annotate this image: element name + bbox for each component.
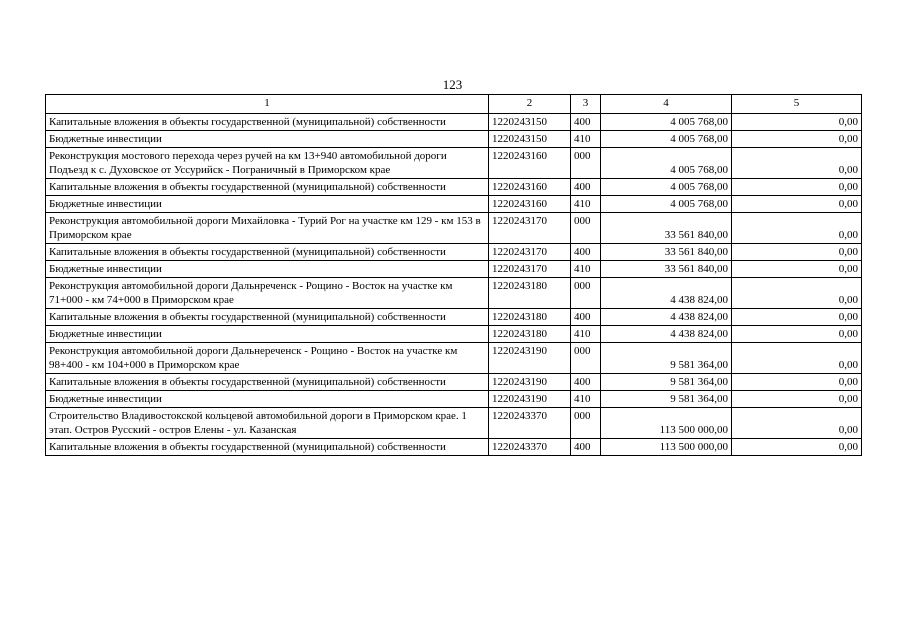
row-sum: 4 005 768,00 [601, 114, 732, 131]
row-kvr: 400 [571, 114, 601, 131]
row-code: 1220243170 [489, 244, 571, 261]
row-sum: 4 438 824,00 [601, 326, 732, 343]
row-code: 1220243150 [489, 131, 571, 148]
row-kvr: 400 [571, 439, 601, 456]
row-code: 1220243190 [489, 391, 571, 408]
row-code: 1220243370 [489, 408, 571, 439]
row-kvr: 400 [571, 374, 601, 391]
table-row [46, 309, 862, 326]
row-name: Капитальные вложения в объекты государственной (муниципальной) собственности [46, 374, 489, 391]
row-sum: 4 005 768,00 [601, 196, 732, 213]
row-sum2: 0,00 [732, 148, 862, 179]
row-kvr: 000 [571, 213, 601, 244]
row-name: Капитальные вложения в объекты государственной (муниципальной) собственности [46, 179, 489, 196]
row-sum2: 0,00 [732, 179, 862, 196]
row-code: 1220243160 [489, 179, 571, 196]
table-row [46, 213, 862, 244]
row-code: 1220243160 [489, 196, 571, 213]
budget-table [45, 94, 862, 456]
table-row [46, 439, 862, 456]
row-code: 1220243180 [489, 326, 571, 343]
row-code: 1220243180 [489, 278, 571, 309]
row-kvr: 410 [571, 391, 601, 408]
row-name: Капитальные вложения в объекты государственной (муниципальной) собственности [46, 244, 489, 261]
table-row [46, 391, 862, 408]
table-row [46, 261, 862, 278]
row-code: 1220243190 [489, 374, 571, 391]
row-sum: 4 438 824,00 [601, 278, 732, 309]
row-kvr: 000 [571, 148, 601, 179]
row-name: Строительство Владивостокской кольцевой автомобильной дороги в Приморском крае. 1 этап. Остров Русский - остров Елены - ул. Казанская [46, 408, 489, 439]
table-row [46, 343, 862, 374]
row-kvr: 400 [571, 244, 601, 261]
row-sum: 113 500 000,00 [601, 439, 732, 456]
row-sum: 113 500 000,00 [601, 408, 732, 439]
header-col-1: 1 [46, 95, 489, 114]
header-col-5: 5 [732, 95, 862, 114]
row-sum2: 0,00 [732, 244, 862, 261]
row-kvr: 410 [571, 131, 601, 148]
row-kvr: 000 [571, 278, 601, 309]
row-sum2: 0,00 [732, 343, 862, 374]
row-name: Реконструкция автомобильной дороги Михайловка - Турий Рог на участке км 129 - км 153 в Приморском крае [46, 213, 489, 244]
row-sum: 4 005 768,00 [601, 148, 732, 179]
row-name: Бюджетные инвестиции [46, 261, 489, 278]
row-kvr: 400 [571, 179, 601, 196]
row-sum: 9 581 364,00 [601, 374, 732, 391]
row-sum2: 0,00 [732, 326, 862, 343]
table-row [46, 374, 862, 391]
row-sum2: 0,00 [732, 278, 862, 309]
table-row [46, 148, 862, 179]
row-code: 1220243170 [489, 213, 571, 244]
row-kvr: 410 [571, 261, 601, 278]
row-sum2: 0,00 [732, 391, 862, 408]
row-code: 1220243190 [489, 343, 571, 374]
row-sum: 4 438 824,00 [601, 309, 732, 326]
table-row [46, 408, 862, 439]
row-name: Бюджетные инвестиции [46, 326, 489, 343]
row-sum2: 0,00 [732, 439, 862, 456]
row-name: Реконструкция автомобильной дороги Дальнреченск - Рощино - Восток на участке км 71+000 - км 74+000 в Приморском крае [46, 278, 489, 309]
table-row [46, 196, 862, 213]
row-sum: 33 561 840,00 [601, 244, 732, 261]
row-code: 1220243170 [489, 261, 571, 278]
row-kvr: 000 [571, 408, 601, 439]
row-code: 1220243180 [489, 309, 571, 326]
row-kvr: 410 [571, 326, 601, 343]
row-sum2: 0,00 [732, 408, 862, 439]
table-row [46, 244, 862, 261]
row-name: Бюджетные инвестиции [46, 391, 489, 408]
row-code: 1220243160 [489, 148, 571, 179]
row-code: 1220243370 [489, 439, 571, 456]
row-sum2: 0,00 [732, 131, 862, 148]
row-sum: 4 005 768,00 [601, 179, 732, 196]
row-sum2: 0,00 [732, 196, 862, 213]
row-name: Капитальные вложения в объекты государственной (муниципальной) собственности [46, 439, 489, 456]
row-sum2: 0,00 [732, 213, 862, 244]
header-col-2: 2 [489, 95, 571, 114]
header-col-4: 4 [601, 95, 732, 114]
table-row [46, 179, 862, 196]
row-sum2: 0,00 [732, 374, 862, 391]
row-name: Реконструкция мостового перехода через ручей на км 13+940 автомобильной дороги Подъезд к с. Духовское от Уссурийск - Пограничный в Приморском крае [46, 148, 489, 179]
row-kvr: 400 [571, 309, 601, 326]
row-name: Реконструкция автомобильной дороги Дальнереченск - Рощино - Восток на участке км 98+400 - км 104+000 в Приморском крае [46, 343, 489, 374]
row-sum: 33 561 840,00 [601, 261, 732, 278]
row-name: Капитальные вложения в объекты государственной (муниципальной) собственности [46, 114, 489, 131]
row-kvr: 000 [571, 343, 601, 374]
row-sum2: 0,00 [732, 114, 862, 131]
row-sum: 33 561 840,00 [601, 213, 732, 244]
row-sum2: 0,00 [732, 261, 862, 278]
table-row [46, 131, 862, 148]
table-row [46, 278, 862, 309]
row-name: Капитальные вложения в объекты государственной (муниципальной) собственности [46, 309, 489, 326]
row-kvr: 410 [571, 196, 601, 213]
page-number: 123 [442, 77, 463, 92]
row-sum: 4 005 768,00 [601, 131, 732, 148]
row-sum: 9 581 364,00 [601, 391, 732, 408]
row-sum: 9 581 364,00 [601, 343, 732, 374]
row-name: Бюджетные инвестиции [46, 131, 489, 148]
row-name: Бюджетные инвестиции [46, 196, 489, 213]
header-col-3: 3 [571, 95, 601, 114]
row-sum2: 0,00 [732, 309, 862, 326]
table-header-row [46, 95, 862, 114]
row-code: 1220243150 [489, 114, 571, 131]
table-row [46, 114, 862, 131]
table-row [46, 326, 862, 343]
